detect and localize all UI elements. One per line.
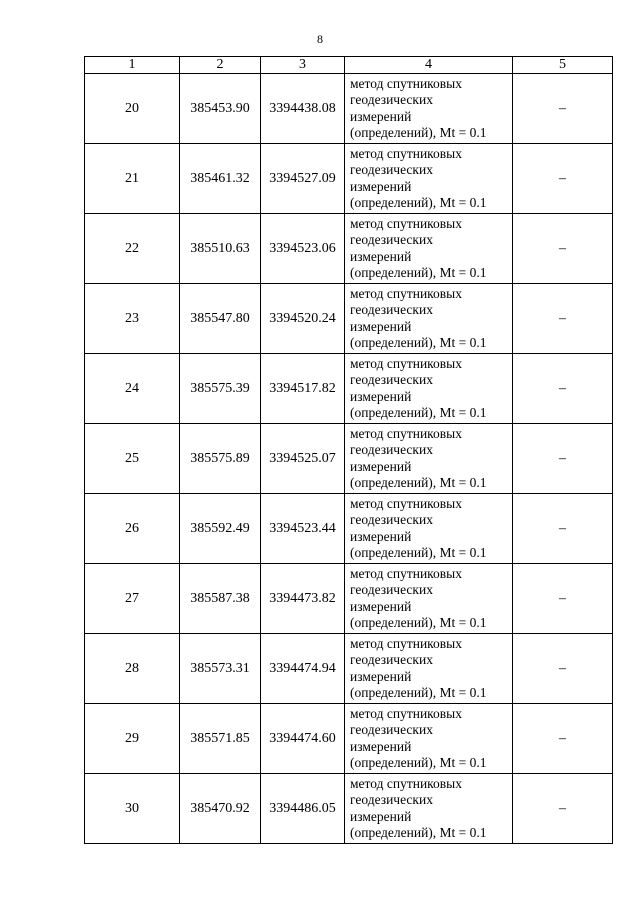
table-row xyxy=(85,144,613,214)
method-cell xyxy=(345,144,513,214)
method-line: измерений xyxy=(350,108,412,124)
point-number-cell: 27 xyxy=(85,564,180,634)
x-coordinate-cell: 385592.49 xyxy=(180,494,261,564)
method-line: геодезических xyxy=(350,92,433,107)
note-cell: – xyxy=(513,284,613,354)
method-line: (определений), Mt = 0.1 xyxy=(350,685,487,700)
x-coordinate-cell: 385571.85 xyxy=(180,704,261,774)
method-line: измерений xyxy=(350,248,412,264)
method-line: геодезических xyxy=(350,372,433,387)
method-cell xyxy=(345,214,513,284)
method-line: геодезических xyxy=(350,162,433,177)
y-coordinate-cell: 3394474.94 xyxy=(261,634,345,704)
method-line: измерений xyxy=(350,178,412,194)
point-number-cell: 29 xyxy=(85,704,180,774)
x-coordinate-cell: 385461.32 xyxy=(180,144,261,214)
y-coordinate-cell: 3394473.82 xyxy=(261,564,345,634)
method-line: метод спутниковых xyxy=(350,215,462,231)
table-row xyxy=(85,354,613,424)
note-cell: – xyxy=(513,74,613,144)
x-coordinate-cell: 385470.92 xyxy=(180,774,261,844)
method-cell xyxy=(345,704,513,774)
method-cell xyxy=(345,74,513,144)
note-cell: – xyxy=(513,214,613,284)
method-line: геодезических xyxy=(350,232,433,247)
method-line: геодезических xyxy=(350,582,433,597)
note-cell: – xyxy=(513,774,613,844)
method-cell xyxy=(345,494,513,564)
method-line: метод спутниковых xyxy=(350,565,462,581)
table-row xyxy=(85,704,613,774)
point-number-cell: 23 xyxy=(85,284,180,354)
method-line: геодезических xyxy=(350,302,433,317)
method-line: измерений xyxy=(350,388,412,404)
column-header-1: 1 xyxy=(85,57,180,74)
method-line: измерений xyxy=(350,598,412,614)
y-coordinate-cell: 3394520.24 xyxy=(261,284,345,354)
method-line: метод спутниковых xyxy=(350,495,462,511)
method-line: измерений xyxy=(350,528,412,544)
method-line: (определений), Mt = 0.1 xyxy=(350,825,487,840)
x-coordinate-cell: 385575.39 xyxy=(180,354,261,424)
note-cell: – xyxy=(513,704,613,774)
method-line: (определений), Mt = 0.1 xyxy=(350,265,487,280)
note-cell: – xyxy=(513,424,613,494)
table-row xyxy=(85,284,613,354)
table-row xyxy=(85,494,613,564)
x-coordinate-cell: 385547.80 xyxy=(180,284,261,354)
x-coordinate-cell: 385587.38 xyxy=(180,564,261,634)
method-cell xyxy=(345,774,513,844)
y-coordinate-cell: 3394517.82 xyxy=(261,354,345,424)
method-line: измерений xyxy=(350,738,412,754)
method-line: (определений), Mt = 0.1 xyxy=(350,615,487,630)
method-line: геодезических xyxy=(350,652,433,667)
y-coordinate-cell: 3394438.08 xyxy=(261,74,345,144)
method-line: геодезических xyxy=(350,512,433,527)
method-line: метод спутниковых xyxy=(350,775,462,791)
method-line: геодезических xyxy=(350,442,433,457)
table-row xyxy=(85,214,613,284)
point-number-cell: 26 xyxy=(85,494,180,564)
method-line: измерений xyxy=(350,458,412,474)
y-coordinate-cell: 3394474.60 xyxy=(261,704,345,774)
note-cell: – xyxy=(513,494,613,564)
point-number-cell: 28 xyxy=(85,634,180,704)
y-coordinate-cell: 3394486.05 xyxy=(261,774,345,844)
method-line: метод спутниковых xyxy=(350,145,462,161)
method-line: (определений), Mt = 0.1 xyxy=(350,195,487,210)
method-cell xyxy=(345,284,513,354)
note-cell: – xyxy=(513,354,613,424)
method-line: метод спутниковых xyxy=(350,75,462,91)
method-line: геодезических xyxy=(350,722,433,737)
method-line: метод спутниковых xyxy=(350,635,462,651)
point-number-cell: 30 xyxy=(85,774,180,844)
method-line: метод спутниковых xyxy=(350,425,462,441)
method-line: метод спутниковых xyxy=(350,355,462,371)
table-row xyxy=(85,634,613,704)
method-cell xyxy=(345,424,513,494)
x-coordinate-cell: 385573.31 xyxy=(180,634,261,704)
y-coordinate-cell: 3394525.07 xyxy=(261,424,345,494)
page-number: 8 xyxy=(317,32,323,46)
method-line: метод спутниковых xyxy=(350,705,462,721)
method-line: (определений), Mt = 0.1 xyxy=(350,335,487,350)
table-row xyxy=(85,774,613,844)
x-coordinate-cell: 385510.63 xyxy=(180,214,261,284)
y-coordinate-cell: 3394523.06 xyxy=(261,214,345,284)
method-cell xyxy=(345,354,513,424)
method-line: (определений), Mt = 0.1 xyxy=(350,125,487,140)
header-row xyxy=(85,57,613,74)
column-header-4: 4 xyxy=(345,57,513,74)
method-line: измерений xyxy=(350,808,412,824)
note-cell: – xyxy=(513,634,613,704)
method-line: (определений), Mt = 0.1 xyxy=(350,405,487,420)
point-number-cell: 25 xyxy=(85,424,180,494)
point-number-cell: 20 xyxy=(85,74,180,144)
point-number-cell: 21 xyxy=(85,144,180,214)
method-line: метод спутниковых xyxy=(350,285,462,301)
column-header-3: 3 xyxy=(261,57,345,74)
point-number-cell: 22 xyxy=(85,214,180,284)
table-row xyxy=(85,424,613,494)
y-coordinate-cell: 3394527.09 xyxy=(261,144,345,214)
method-line: геодезических xyxy=(350,792,433,807)
coordinates-table xyxy=(84,56,613,844)
method-line: измерений xyxy=(350,318,412,334)
method-cell xyxy=(345,564,513,634)
method-line: (определений), Mt = 0.1 xyxy=(350,475,487,490)
table-row xyxy=(85,564,613,634)
method-cell xyxy=(345,634,513,704)
method-line: (определений), Mt = 0.1 xyxy=(350,545,487,560)
note-cell: – xyxy=(513,144,613,214)
column-header-2: 2 xyxy=(180,57,261,74)
x-coordinate-cell: 385575.89 xyxy=(180,424,261,494)
method-line: измерений xyxy=(350,668,412,684)
table-row xyxy=(85,74,613,144)
point-number-cell: 24 xyxy=(85,354,180,424)
y-coordinate-cell: 3394523.44 xyxy=(261,494,345,564)
method-line: (определений), Mt = 0.1 xyxy=(350,755,487,770)
note-cell: – xyxy=(513,564,613,634)
column-header-5: 5 xyxy=(513,57,613,74)
x-coordinate-cell: 385453.90 xyxy=(180,74,261,144)
